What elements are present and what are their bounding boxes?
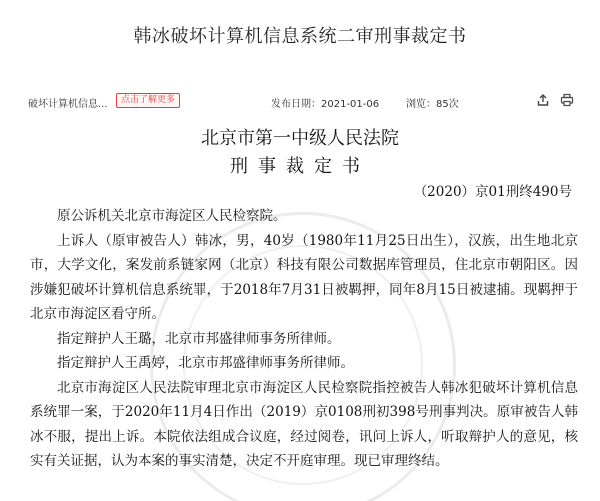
court-name: 北京市第一中级人民法院: [201, 128, 399, 149]
meta-bar: [28, 93, 574, 109]
document-body: [30, 204, 578, 474]
paragraph: 上诉人（原审被告人）韩冰，男，40岁（1980年11月25日出生），汉族，出生地北京市，大学文化，案发前系链家网（北京）科技有限公司数据库管理员，住北京市朝阳区。因涉嫌犯破坏计算机信息系统罪，于2018年7月31日被羁押，同年8月15日被逮捕。现羁押于北京市海淀区看守所。: [30, 232, 578, 322]
case-number: （2020）京01刑终490号: [413, 184, 572, 200]
document-area: [0, 112, 600, 501]
view-count: 浏览：85次: [406, 99, 459, 110]
paragraph: 指定辩护人王璐，北京市邦盛律师事务所律师。: [57, 330, 341, 347]
paragraph: 北京市海淀区人民法院审理北京市海淀区人民检察院指控被告人韩冰犯破坏计算机信息系统罪一案，于2020年11月4日作出（2019）京0108刑初398号刑事判决。原审被告人韩冰不服，提出上诉。本院依法组成合议庭，经过阅卷，讯问上诉人，听取辩护人的意见，核实有关证据，认为本案的事实清楚，决定不开庭审理。现已审理终结。: [30, 379, 578, 469]
learn-more-button[interactable]: 点击了解更多: [116, 93, 180, 108]
paragraph: 原公诉机关北京市海淀区人民检察院。: [57, 208, 287, 224]
publish-date: 发布日期：2021-01-06: [271, 99, 380, 110]
short-title: 破坏计算机信息...: [28, 99, 108, 110]
action-icons: [536, 93, 574, 107]
document-type: 刑事裁定书: [230, 156, 370, 177]
print-icon[interactable]: [560, 93, 574, 107]
share-icon[interactable]: [536, 93, 550, 107]
paragraph: 指定辩护人王禹婷，北京市邦盛律师事务所律师。: [57, 355, 354, 371]
page-title: 韩冰破坏计算机信息系统二审刑事裁定书: [133, 26, 467, 47]
